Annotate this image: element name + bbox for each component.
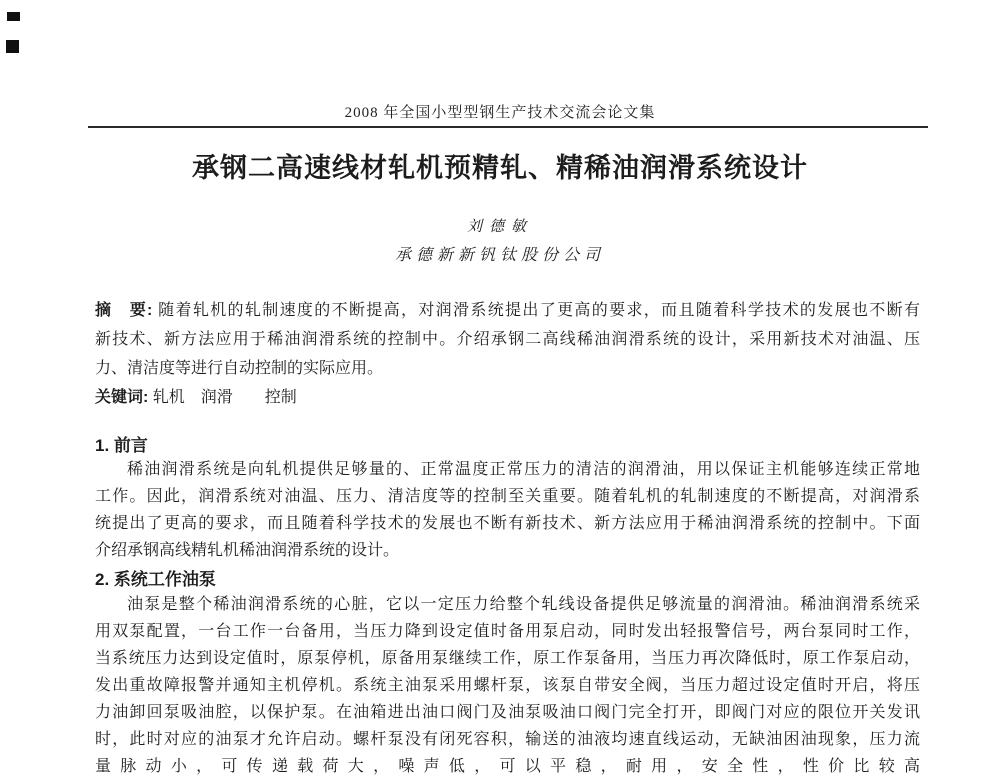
text-line: 统提出了更高的要求，而且随着科学技术的发展也不断有新技术、新方法应用于稀油润滑系统的控制中。下面: [95, 515, 920, 532]
text-line: 力、清洁度等进行自动控制的实际应用。: [95, 360, 384, 377]
text-line: 稀油润滑系统是向轧机提供足够量的、正常温度正常压力的清洁的润滑油，用以保证主机能够连续正常地: [127, 461, 920, 478]
section-1-body: [95, 456, 920, 564]
abstract-block: [95, 296, 920, 412]
text-line: 当系统压力达到设定值时，原泵停机，原备用泵继续工作，原工作泵备用，当压力再次降低时，原工作泵启动，: [95, 650, 920, 667]
text-line: 摘 要: 随着轧机的轧制速度的不断提高，对润滑系统提出了更高的要求，而且随着科学技术的发展也不断有: [95, 302, 920, 319]
section-2-heading: 2. 系统工作油泵: [95, 570, 216, 589]
text-line: 用双泵配置，一台工作一台备用，当压力降到设定值时备用泵启动，同时发出轻报警信号，两台泵同时工作，: [95, 623, 920, 640]
scan-artifact: [7, 12, 20, 21]
author-name: 刘德敏: [466, 219, 533, 235]
proceedings-header: 2008 年全国小型型钢生产技术交流会论文集: [344, 105, 656, 121]
text-line: 发出重故障报警并通知主机停机。系统主油泵采用螺杆泵，该泵自带安全阀，当压力超过设定值时开启，将压: [95, 677, 920, 694]
header-rule: [88, 126, 928, 128]
bold-label: 关键词:: [95, 389, 153, 406]
text-line: 时，此时对应的油泵才允许启动。螺杆泵没有闭死容积，输送的油液均速直线运动，无缺油困油现象，压力流: [95, 731, 920, 748]
text-line: 量脉动小，可传递载荷大，噪声低，可以平稳，耐用，安全性，性价比较高: [95, 758, 920, 775]
bold-label: 摘 要:: [95, 302, 159, 319]
text-line: 关键词: 轧机 润滑 控制: [95, 389, 297, 406]
text-line: 力油卸回泵吸油腔，以保护泵。在油箱进出油口阀门及油泵吸油口阀门完全打开，即阀门对应的限位开关发讯: [95, 704, 920, 721]
text-line: 油泵是整个稀油润滑系统的心脏，它以一定压力给整个轧线设备提供足够流量的润滑油。稀油润滑系统采: [127, 596, 920, 613]
text-line: 新技术、新方法应用于稀油润滑系统的控制中。介绍承钢二高线稀油润滑系统的设计，采用新技术对油温、压: [95, 331, 920, 348]
section-2-body: [95, 591, 920, 780]
author-affiliation: 承德新新钒钛股份公司: [394, 247, 605, 264]
scan-artifact: [6, 40, 19, 53]
paper-title: 承钢二高速线材轧机预精轧、精稀油润滑系统设计: [192, 153, 808, 183]
text-line: 介绍承钢高线精轧机稀油润滑系统的设计。: [95, 542, 400, 559]
section-1-heading: 1. 前言: [95, 436, 148, 455]
text-line: 工作。因此，润滑系统对油温、压力、清洁度等的控制至关重要。随着轧机的轧制速度的不断提高，对润滑系: [95, 488, 920, 505]
